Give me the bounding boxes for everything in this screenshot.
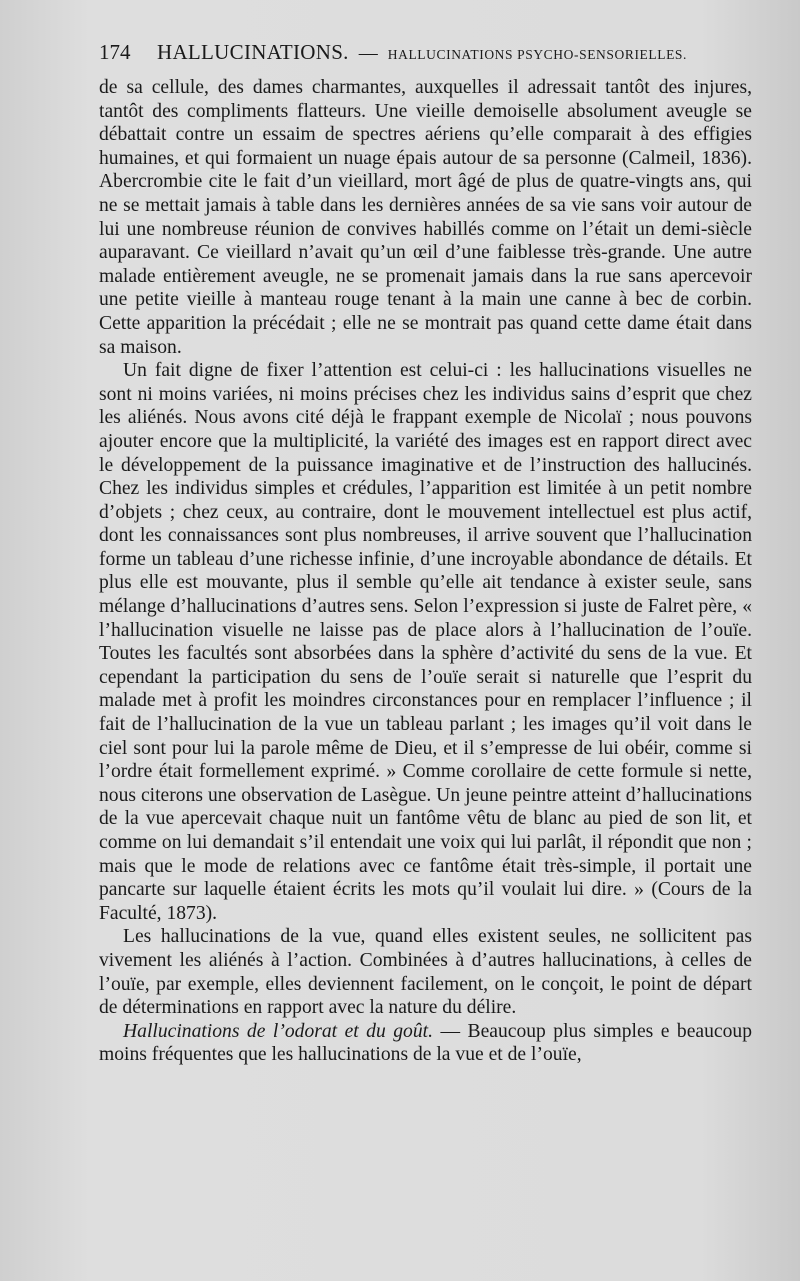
running-title-dash: — xyxy=(358,43,378,64)
paragraph-2: Un fait digne de fixer l’attention est celui-ci : les hallucinations visuelles ne sont ni moins variées, ni moins précises chez les individus sains d’esprit que chez les aliénés. Nous avons cité déjà le frappant exemple de Nicolaï ; nous pouvons ajouter encore que la multiplicité, la variété des images est en rapport direct avec le développement de la puissance imaginative et de l’instruction des hallucinés. Chez les individus simples et crédules, l’apparition est limitée à un petit nombre d’objets ; chez ceux, au contraire, dont le mouvement intellectuel est plus actif, dont les connaissances sont plus nombreuses, il arrive souvent que l’hallucination forme un tableau d’une richesse infinie, d’une incroyable abondance de détails. Et plus elle est mouvante, plus il semble qu’elle ait tendance à exister seule, sans mélange d’hallucinations d’autres sens. Selon l’expression si juste de Falret père, « l’hallucination visuelle ne laisse pas de place alors à l’hallucination de l’ouïe. Toutes les facultés sont absorbées dans la sphère d’activité du sens de la vue. Et cependant la participation du sens de l’ouïe serait si naturelle que l’esprit du malade met à profit les moindres circonstances pour en remplacer l’influence ; il fait de l’hallucination de la vue un tableau parlant ; les images qu’il voit dans le ciel sont pour lui la parole même de Dieu, et il s’empresse de lui obéir, comme si l’ordre était formellement exprimé. » Comme corollaire de cette formule si nette, nous citerons une observation de Lasègue. Un jeune peintre atteint d’hallucinations de la vue apercevait chaque nuit un fantôme vêtu de blanc au pied de son lit, et comme on lui demandait s’il entendait une voix qui lui parlât, il répondit que non ; mais que le mode de relations avec ce fantôme était très-simple, il portait une pancarte sur laquelle étaient écrits les mots qu’il voulait lui dire. » (Cours de la Faculté, 1873). xyxy=(99,360,752,924)
paragraph-4-text: — Beaucoup plus simples e beaucoup moins fréquentes que les hallucinations de la vue et de l’ouïe, xyxy=(99,1020,753,1066)
paragraph-4 xyxy=(99,1020,752,1067)
running-header xyxy=(99,40,752,76)
running-title: HALLUCINATIONS. xyxy=(157,40,349,64)
running-subtitle: HALLUCINATIONS PSYCHO-SENSORIELLES. xyxy=(387,47,688,62)
page-number: 174 xyxy=(99,40,131,64)
paragraph-1: de sa cellule, des dames charmantes, auxquelles il adressait tantôt des injures, tantôt des compliments flatteurs. Une vieille demoiselle absolument aveugle se débattait contre un essaim de spectres aériens qu’elle comparait à des effigies humaines, et qui formaient un nuage épais autour de sa personne (Calmeil, 1836). Abercrombie cite le fait d’un vieillard, mort âgé de plus de quatre-vingts ans, qui ne se mettait jamais à table dans les dernières années de sa vie sans voir autour de lui une nombreuse réunion de convives habillés comme on l’était un demi-siècle auparavant. Ce vieillard n’avait qu’un œil d’une faiblesse très-grande. Une autre malade entièrement aveugle, ne se promenait jamais dans la rue sans apercevoir une petite vieille à manteau rouge tenant à la main une canne à bec de corbin. Cette apparition la précédait ; elle ne se montrait pas quand cette dame était dans sa maison. xyxy=(99,77,752,358)
body-text xyxy=(99,76,752,1067)
paragraph-3: Les hallucinations de la vue, quand elles existent seules, ne sollicitent pas vivement les aliénés à l’action. Combinées à d’autres hallucinations, à celles de l’ouïe, par exemple, elles deviennent facilement, on le conçoit, le point de départ de déterminations en rapport avec la nature du délire. xyxy=(99,926,752,1019)
section-title: Hallucinations de l’odorat et du goût. xyxy=(123,1020,433,1042)
